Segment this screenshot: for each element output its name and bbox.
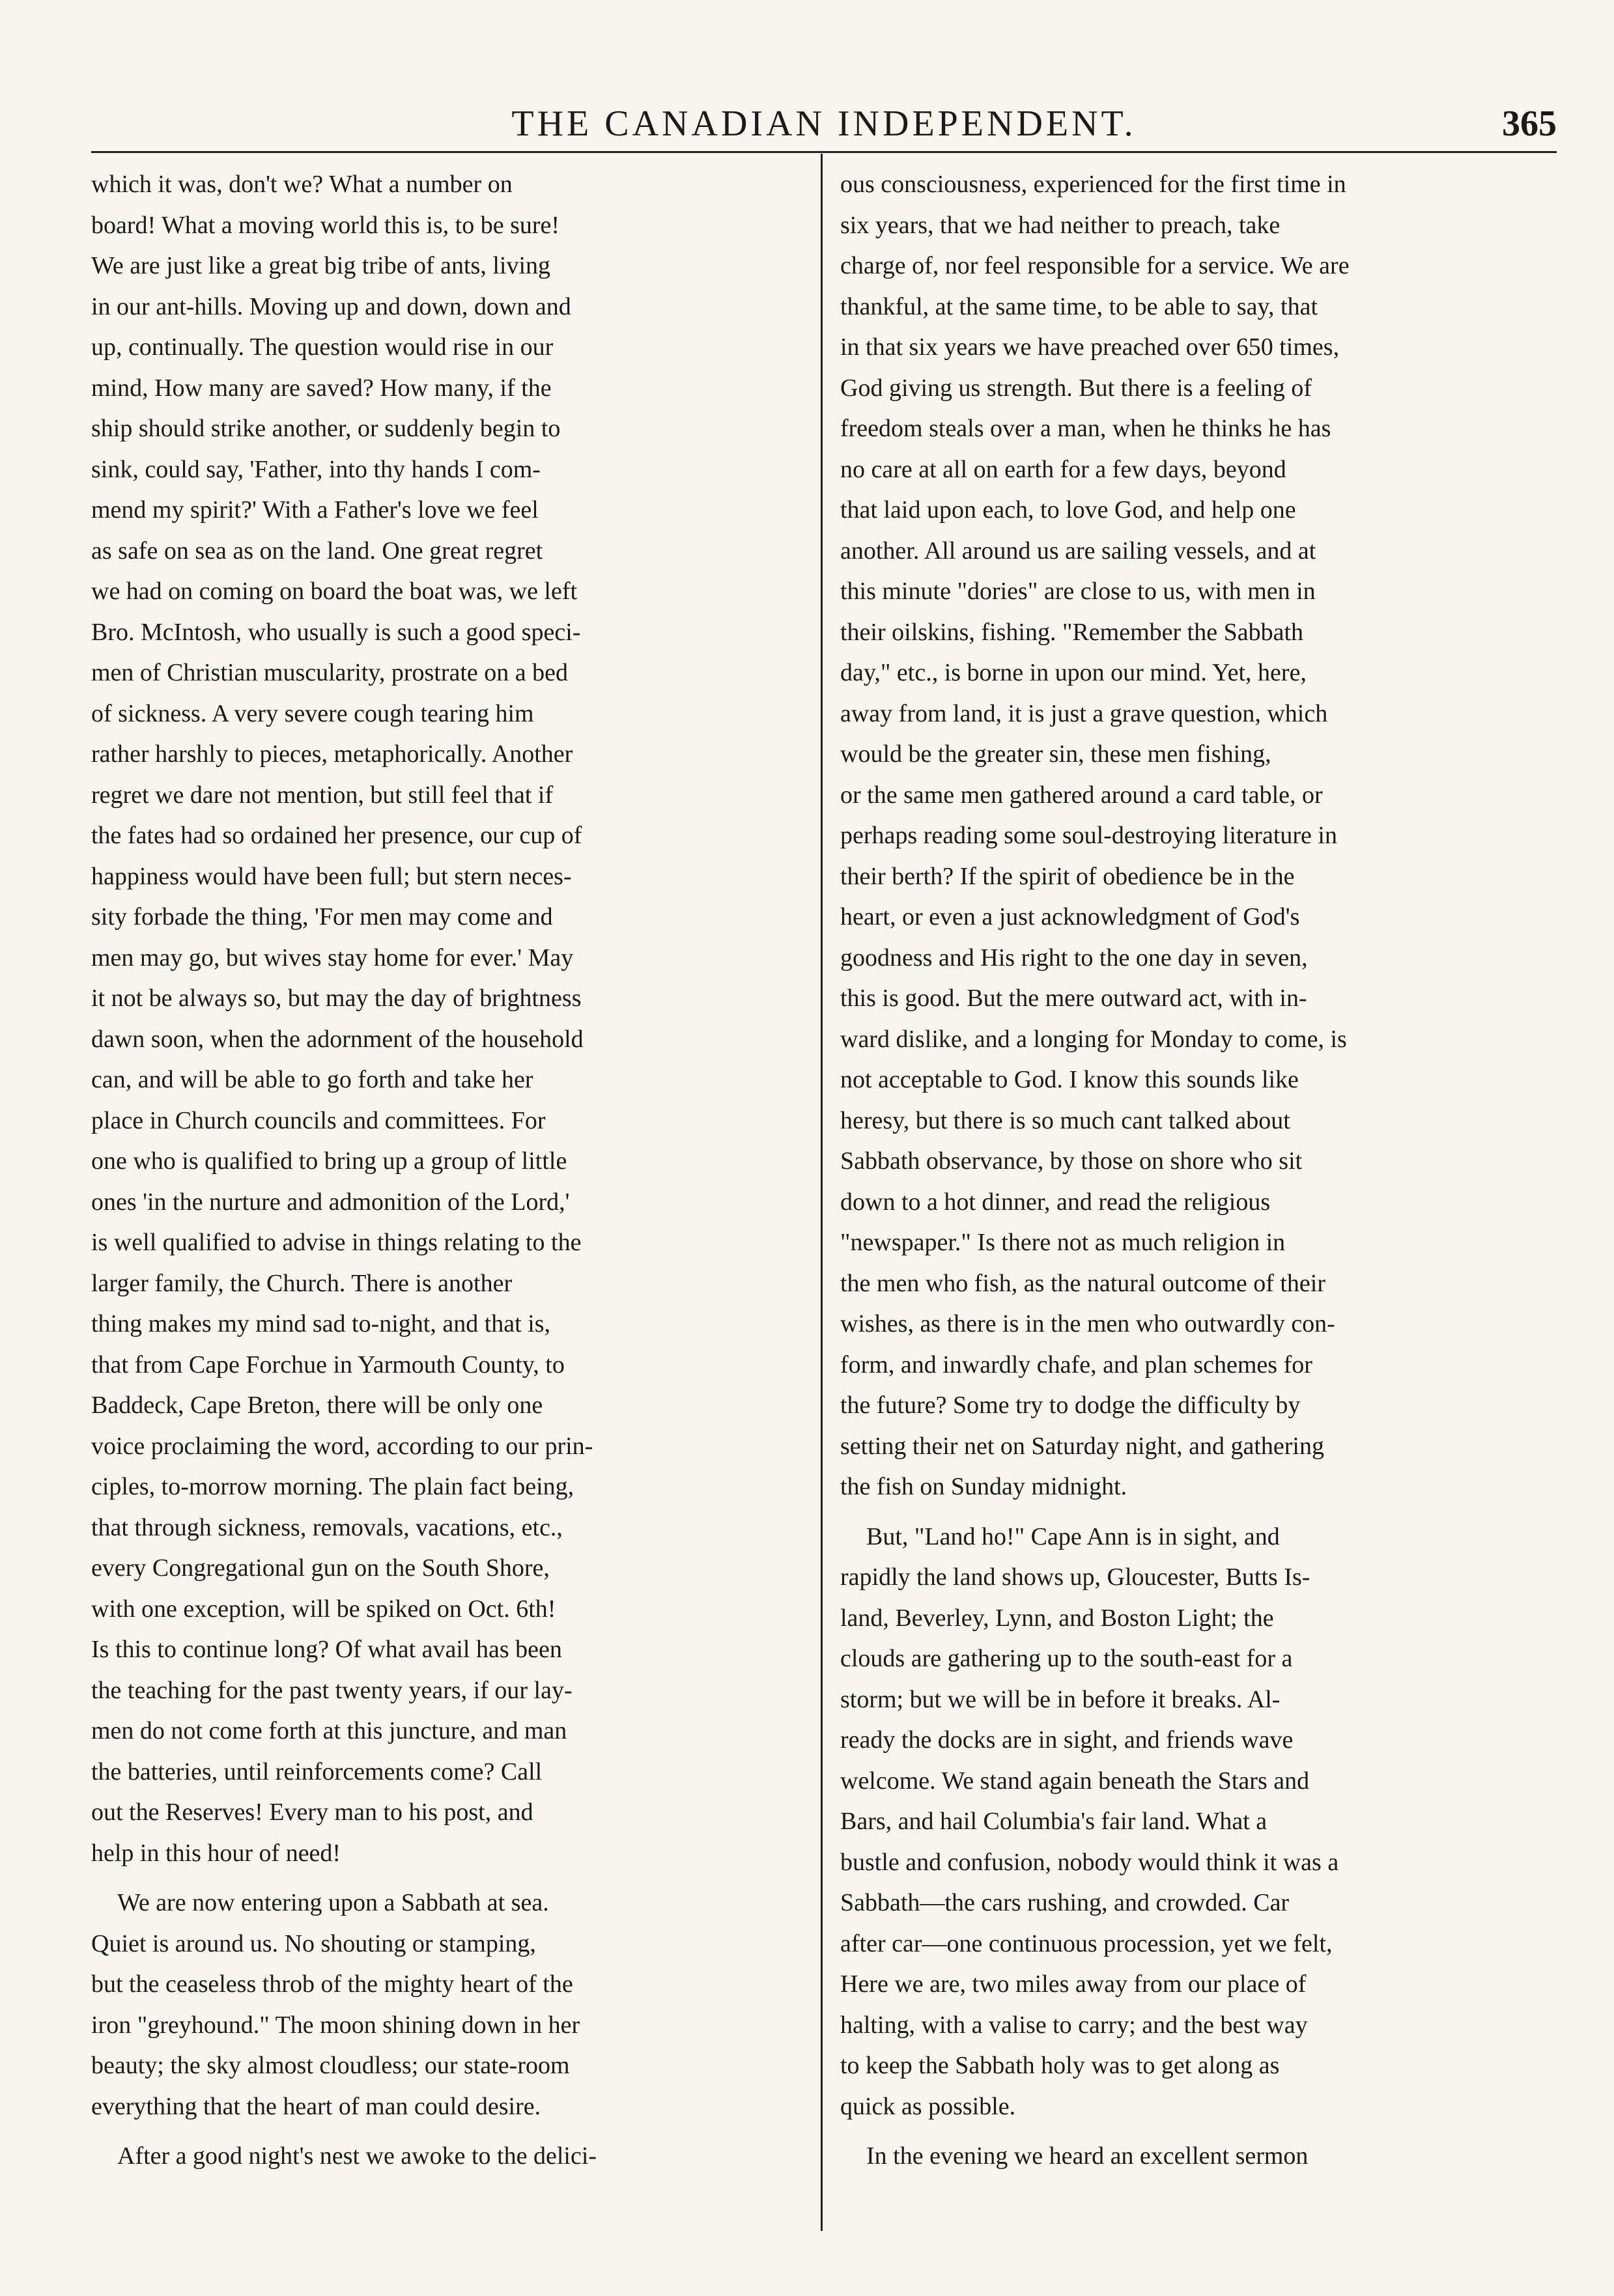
- text-line: the teaching for the past twenty years, if our lay-: [91, 1676, 573, 1704]
- text-line: Here we are, two miles away from our place of: [840, 1970, 1307, 1998]
- text-line: no care at all on earth for a few days, beyond: [840, 455, 1286, 483]
- text-line: quick as possible.: [840, 2092, 1016, 2120]
- text-line: down to a hot dinner, and read the religious: [840, 1188, 1271, 1216]
- text-line: Bars, and hail Columbia's fair land. What a: [840, 1808, 1267, 1835]
- text-line: it not be always so, but may the day of brightness: [91, 985, 582, 1012]
- text-line: away from land, it is just a grave question, which: [840, 699, 1328, 727]
- text-line: Sabbath—the cars rushing, and crowded. Car: [840, 1889, 1290, 1916]
- text-line: day," etc., is borne in upon our mind. Yet, here,: [840, 659, 1307, 686]
- text-line: thankful, at the same time, to be able to say, that: [840, 292, 1318, 320]
- text-line: would be the greater sin, these men fishing,: [840, 740, 1271, 768]
- text-line: bustle and confusion, nobody would think it was a: [840, 1848, 1339, 1876]
- text-line: clouds are gathering up to the south-east for a: [840, 1645, 1293, 1672]
- text-line: that laid upon each, to love God, and help one: [840, 496, 1296, 524]
- text-line: men of Christian muscularity, prostrate on a bed: [91, 659, 569, 686]
- text-line: Bro. McIntosh, who usually is such a good speci-: [91, 618, 581, 646]
- text-line: which it was, don't we? What a number on: [91, 171, 513, 198]
- text-line: "newspaper." Is there not as much religion in: [840, 1229, 1286, 1256]
- text-line: the men who fish, as the natural outcome of their: [840, 1269, 1326, 1297]
- text-line: one who is qualified to bring up a group of little: [91, 1147, 567, 1175]
- text-line: board! What a moving world this is, to be sure!: [91, 211, 560, 239]
- text-line: the fish on Sunday midnight.: [840, 1473, 1127, 1500]
- header-rule: [91, 151, 1557, 153]
- text-line: form, and inwardly chafe, and plan schemes for: [840, 1351, 1312, 1379]
- text-line: men may go, but wives stay home for ever.' May: [91, 944, 574, 972]
- text-line: not acceptable to God. I know this sounds like: [840, 1066, 1299, 1093]
- paragraph-gap: [840, 2127, 1550, 2136]
- text-line: of sickness. A very severe cough tearing him: [91, 699, 534, 727]
- text-line: ready the docks are in sight, and friends wave: [840, 1726, 1294, 1754]
- text-line: ones 'in the nurture and admonition of the Lord,': [91, 1188, 570, 1216]
- text-line: ship should strike another, or suddenly begin to: [91, 415, 561, 442]
- running-head: [91, 98, 1557, 150]
- text-line: can, and will be able to go forth and take her: [91, 1066, 533, 1093]
- text-line: setting their net on Saturday night, and gathering: [840, 1432, 1324, 1460]
- text-line: regret we dare not mention, but still feel that if: [91, 781, 554, 809]
- text-line: the future? Some try to dodge the difficulty by: [840, 1392, 1301, 1419]
- text-line: thing makes my mind sad to-night, and that is,: [91, 1310, 551, 1337]
- text-line: After a good night's nest we awoke to the delici-: [117, 2142, 597, 2170]
- text-line: we had on coming on board the boat was, we left: [91, 578, 578, 605]
- text-line: We are just like a great big tribe of ants, living: [91, 252, 551, 279]
- text-line: rapidly the land shows up, Gloucester, Butts Is-: [840, 1563, 1310, 1591]
- right-column: [840, 164, 1550, 2177]
- text-line: in that six years we have preached over 650 times,: [840, 333, 1340, 361]
- text-line: the fates had so ordained her presence, our cup of: [91, 822, 582, 849]
- text-line: another. All around us are sailing vessels, and at: [840, 537, 1316, 565]
- text-line: Sabbath observance, by those on shore who sit: [840, 1147, 1303, 1175]
- text-line: sity forbade the thing, 'For men may come and: [91, 903, 553, 931]
- text-line: heresy, but there is so much cant talked about: [840, 1106, 1290, 1134]
- text-line: beauty; the sky almost cloudless; our state-room: [91, 2052, 570, 2079]
- text-line: perhaps reading some soul-destroying literature in: [840, 822, 1337, 849]
- text-line: their berth? If the spirit of obedience be in the: [840, 862, 1295, 890]
- text-line: that through sickness, removals, vacations, etc.,: [91, 1513, 563, 1541]
- text-line: happiness would have been full; but stern neces-: [91, 862, 572, 890]
- text-line: heart, or even a just acknowledgment of God's: [840, 903, 1300, 931]
- text-line: But, "Land ho!" Cape Ann is in sight, and: [866, 1522, 1280, 1550]
- text-line: every Congregational gun on the South Shore,: [91, 1554, 550, 1582]
- text-line: charge of, nor feel responsible for a service. We are: [840, 252, 1350, 279]
- paragraph: [91, 164, 801, 1873]
- text-line: halting, with a valise to carry; and the best way: [840, 2011, 1308, 2039]
- text-line: dawn soon, when the adornment of the household: [91, 1025, 584, 1053]
- text-line: land, Beverley, Lynn, and Boston Light; the: [840, 1604, 1274, 1632]
- text-line: Quiet is around us. No shouting or stamping,: [91, 1929, 536, 1957]
- text-line: wishes, as there is in the men who outwardly con-: [840, 1310, 1335, 1337]
- text-line: larger family, the Church. There is another: [91, 1269, 513, 1297]
- paragraph-gap: [91, 1873, 801, 1883]
- text-line: the batteries, until reinforcements come? Call: [91, 1757, 543, 1785]
- text-line: voice proclaiming the word, according to our prin-: [91, 1432, 593, 1460]
- text-line: iron "greyhound." The moon shining down in her: [91, 2011, 580, 2039]
- text-line: place in Church councils and committees. For: [91, 1106, 546, 1134]
- text-line: their oilskins, fishing. "Remember the Sabbath: [840, 618, 1304, 646]
- text-line: ward dislike, and a longing for Monday to come, is: [840, 1025, 1347, 1053]
- left-column: [91, 164, 801, 2177]
- text-line: ous consciousness, experienced for the first time in: [840, 171, 1346, 198]
- paragraph: [840, 164, 1550, 1507]
- journal-title: THE CANADIAN INDEPENDENT.: [511, 104, 1137, 144]
- text-line: in our ant-hills. Moving up and down, down and: [91, 292, 571, 320]
- text-line: up, continually. The question would rise in our: [91, 333, 554, 361]
- paragraph-gap: [840, 1507, 1550, 1517]
- text-line: help in this hour of need!: [91, 1839, 341, 1867]
- text-line: but the ceaseless throb of the mighty heart of the: [91, 1970, 573, 1998]
- paragraph: [840, 2136, 1550, 2177]
- text-line: six years, that we had neither to preach, take: [840, 211, 1281, 239]
- text-line: freedom steals over a man, when he thinks he has: [840, 415, 1331, 442]
- paragraph-gap: [91, 2127, 801, 2136]
- text-line: after car—one continuous procession, yet we felt,: [840, 1929, 1333, 1957]
- text-line: We are now entering upon a Sabbath at sea.: [117, 1889, 549, 1916]
- text-line: ciples, to-morrow morning. The plain fact being,: [91, 1473, 574, 1500]
- text-line: this is good. But the mere outward act, with in-: [840, 985, 1307, 1012]
- text-line: that from Cape Forchue in Yarmouth County, to: [91, 1351, 565, 1379]
- text-line: is well qualified to advise in things relating to the: [91, 1229, 582, 1256]
- text-line: God giving us strength. But there is a feeling of: [840, 374, 1312, 402]
- text-line: In the evening we heard an excellent sermon: [866, 2142, 1309, 2170]
- paragraph: [840, 1517, 1550, 2127]
- text-line: everything that the heart of man could desire.: [91, 2092, 541, 2120]
- column-divider: [821, 154, 823, 2231]
- text-line: Is this to continue long? Of what avail has been: [91, 1636, 562, 1663]
- text-line: welcome. We stand again beneath the Stars and: [840, 1767, 1310, 1795]
- paragraph: [91, 2136, 801, 2177]
- text-line: as safe on sea as on the land. One great regret: [91, 537, 543, 565]
- text-line: or the same men gathered around a card table, or: [840, 781, 1323, 809]
- text-line: storm; but we will be in before it breaks. Al-: [840, 1685, 1281, 1713]
- text-line: men do not come forth at this juncture, and man: [91, 1717, 567, 1744]
- text-line: this minute "dories" are close to us, with men in: [840, 578, 1316, 605]
- text-line: mind, How many are saved? How many, if the: [91, 374, 552, 402]
- text-line: goodness and His right to the one day in seven,: [840, 944, 1308, 972]
- paragraph: [91, 1883, 801, 2127]
- text-line: Baddeck, Cape Breton, there will be only one: [91, 1392, 543, 1419]
- text-line: rather harshly to pieces, metaphorically. Another: [91, 740, 573, 768]
- text-line: mend my spirit?' With a Father's love we feel: [91, 496, 539, 524]
- text-line: with one exception, will be spiked on Oct. 6th!: [91, 1595, 556, 1623]
- text-line: out the Reserves! Every man to his post, and: [91, 1799, 533, 1826]
- text-line: to keep the Sabbath holy was to get along as: [840, 2052, 1280, 2079]
- page-number: 365: [1502, 104, 1557, 144]
- text-line: sink, could say, 'Father, into thy hands I com-: [91, 455, 541, 483]
